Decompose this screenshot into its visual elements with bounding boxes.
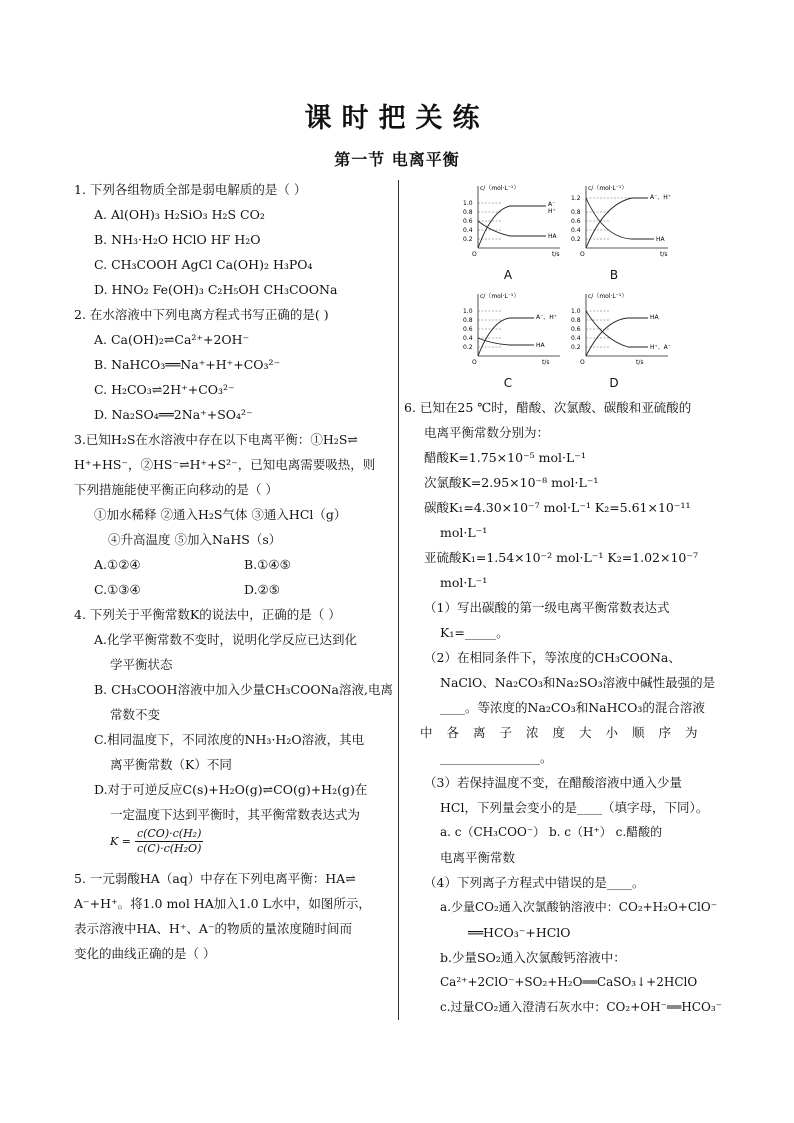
- chart-b-label-ha: HA: [656, 236, 665, 243]
- q6-part4-option-a: a.少量CO₂通入次氯酸钠溶液中：CO₂+H₂O+ClO⁻: [440, 900, 718, 914]
- chart-a-xunit: t/s: [552, 251, 560, 258]
- carbonic-acid-k-unit: mol·L⁻¹: [440, 525, 488, 540]
- section-title: 第一节 电离平衡: [334, 150, 460, 169]
- q5-stem-line1: 5. 一元弱酸HA（aq）中存在下列电离平衡：HA⇌: [74, 871, 356, 886]
- formula-k: K =: [110, 835, 131, 848]
- chart-d-xunit: t/s: [636, 359, 644, 366]
- q4-option-c: C.相同温度下，不同浓度的NH₃·H₂O溶液，其电: [94, 732, 365, 747]
- chart-d-label: D: [609, 376, 619, 390]
- chart-b-tick: 1.2: [571, 195, 581, 202]
- chart-a-tick: 0.8: [463, 209, 473, 216]
- q3-option-c: C.①③④: [94, 582, 141, 597]
- q5-chart-options: [462, 182, 692, 392]
- q5-stem-line3: 表示溶液中HA、H⁺、A⁻的物质的量浓度随时间而: [74, 921, 353, 936]
- carbonic-acid-k: 碳酸K₁=4.30×10⁻⁷ mol·L⁻¹ K₂=5.61×10⁻¹¹: [424, 500, 691, 515]
- page-title: 课时把关练: [304, 103, 490, 134]
- chart-b-tick: 0.4: [571, 227, 581, 234]
- column-divider: [398, 180, 399, 1020]
- q6-part2-line2: NaClO、Na₂CO₃和Na₂SO₃溶液中碱性最强的是: [440, 675, 716, 690]
- q3-stem-line2: H⁺+HS⁻，②HS⁻⇌H⁺+S²⁻，已知电离需要吸热，则: [74, 457, 376, 472]
- chart-d-tick: 1.0: [571, 308, 581, 315]
- q6-part2-line3: ____。等浓度的Na₂CO₃和NaHCO₃的混合溶液: [440, 700, 705, 715]
- q6-part4-option-c: c.过量CO₂通入澄清石灰水中：CO₂+OH⁻══HCO₃⁻: [440, 1000, 722, 1014]
- chart-a: [462, 182, 567, 264]
- q3-stem-line1: 3.已知H₂S在水溶液中存在以下电离平衡：①H₂S⇌: [74, 432, 358, 447]
- acetic-acid-k: 醋酸K=1.75×10⁻⁵ mol·L⁻¹: [424, 450, 586, 465]
- q4-option-b-cont: 常数不变: [110, 707, 161, 722]
- chart-a-tick: 0.6: [463, 218, 473, 225]
- chart-a-label-anion: A⁻: [548, 201, 556, 208]
- formula-numerator: c(CO)·c(H₂): [136, 827, 202, 840]
- chart-a-curve-ions: [478, 206, 546, 248]
- chart-b: [570, 182, 675, 264]
- chart-a-curve-ha: [478, 221, 546, 236]
- chart-a-tick: 0.4: [463, 227, 473, 234]
- hypochlorous-acid-k: 次氯酸K=2.95×10⁻⁸ mol·L⁻¹: [424, 475, 599, 490]
- chart-c-label-ions: A⁻、H⁺: [536, 314, 557, 321]
- q5-stem-line2: A⁻+H⁺。将1.0 mol HA加入1.0 L水中，如图所示，: [74, 896, 371, 911]
- chart-b-curve-ions: [586, 198, 648, 248]
- q4-option-a: A.化学平衡常数不变时，说明化学反应已达到化: [94, 632, 358, 647]
- chart-a-label: A: [503, 268, 513, 282]
- q6-part3-line1: （3）若保持温度不变，在醋酸溶液中通入少量: [424, 775, 682, 790]
- q6-part1-answer: K₁=_____。: [440, 625, 509, 640]
- q3-option-a: A.①②④: [94, 557, 141, 572]
- q6-part4: （4）下列离子方程式中错误的是____。: [424, 875, 645, 890]
- q4-stem: 4. 下列关于平衡常数K的说法中，正确的是（ ）: [74, 607, 341, 622]
- chart-d-tick: 0.8: [571, 317, 581, 324]
- chart-a-origin: O: [472, 251, 477, 258]
- q3-options-row2: [74, 577, 392, 602]
- q4-option-c-cont: 离平衡常数（K）不同: [110, 757, 232, 772]
- chart-d-label-ions: H⁺、A⁻: [650, 344, 671, 351]
- chart-b-tick: 0.2: [571, 236, 581, 243]
- q3-option-b: B.①④⑤: [244, 557, 291, 572]
- q1-option-a: A. Al(OH)₃ H₂SiO₃ H₂S CO₂: [94, 207, 265, 222]
- chart-d-yunit: c/（mol·L⁻¹）: [588, 293, 628, 300]
- q6-part2-line1: （2）在相同条件下，等浓度的CH₃COONa、: [424, 650, 681, 665]
- chart-b-yunit: c/（mol·L⁻¹）: [588, 185, 628, 192]
- q3-option-d: D.②⑤: [244, 582, 280, 597]
- chart-c-tick: 1.0: [463, 308, 473, 315]
- q5-stem-line4: 变化的曲线正确的是（ ）: [74, 946, 216, 961]
- chart-c-xunit: t/s: [542, 359, 550, 366]
- chart-c-tick: 0.4: [463, 335, 473, 342]
- q6-part4-option-b-cont: Ca²⁺+2ClO⁻+SO₂+H₂O══CaSO₃↓+2HClO: [440, 975, 698, 989]
- chart-c-label-ha: HA: [536, 342, 545, 349]
- chart-c: [462, 290, 567, 372]
- chart-b-curve-ha: [586, 198, 654, 239]
- chart-c-curve-ions: [478, 318, 534, 356]
- chart-a-tick: 1.0: [463, 200, 473, 207]
- equilibrium-constant-formula: [110, 827, 203, 856]
- q3-options-row1: [74, 552, 392, 577]
- chart-d-tick: 0.6: [571, 326, 581, 333]
- chart-b-tick: 0.6: [571, 218, 581, 225]
- right-column: [404, 395, 744, 1020]
- q6-part4-option-a-cont: ══HCO₃⁻+HClO: [468, 925, 571, 940]
- chart-b-tick: 0.8: [571, 209, 581, 216]
- chart-b-label: B: [609, 268, 619, 282]
- q1-stem: 1. 下列各组物质全部是弱电解质的是（ ）: [74, 182, 307, 197]
- chart-a-label-ha: HA: [548, 233, 557, 240]
- q3-measures-line1: ①加水稀释 ②通入H₂S气体 ③通入HCl（g）: [94, 507, 347, 522]
- chart-b-label-ions: A⁻、H⁺: [650, 194, 671, 201]
- chart-d-tick: 0.4: [571, 335, 581, 342]
- q4-option-d-cont: 一定温度下达到平衡时，其平衡常数表达式为: [110, 807, 361, 822]
- q6-stem-line2: 电离平衡常数分别为：: [424, 425, 550, 440]
- chart-c-yunit: c/（mol·L⁻¹）: [480, 293, 520, 300]
- q4-option-d: D.对于可逆反应C(s)+H₂O(g)⇌CO(g)+H₂(g)在: [94, 782, 368, 797]
- q6-part4-option-b: b.少量SO₂通入次氯酸钙溶液中：: [440, 950, 626, 965]
- q4-option-a-cont: 学平衡状态: [110, 657, 173, 672]
- q4-option-b: B. CH₃COOH溶液中加入少量CH₃COONa溶液,电离: [94, 682, 393, 697]
- chart-c-label: C: [503, 376, 513, 390]
- q2-option-b: B. NaHCO₃══Na⁺+H⁺+CO₃²⁻: [94, 357, 281, 372]
- q2-stem: 2. 在水溶液中下列电离方程式书写正确的是( ): [74, 307, 329, 322]
- chart-d: [570, 290, 675, 372]
- chart-d-curve-ions: [586, 311, 648, 347]
- q1-option-d: D. HNO₂ Fe(OH)₃ C₂H₅OH CH₃COONa: [94, 282, 338, 297]
- chart-d-label-ha: HA: [650, 314, 659, 321]
- chart-c-tick: 0.2: [463, 344, 473, 351]
- q6-part3-options: a. c（CH₃COO⁻） b. c（H⁺） c.醋酸的: [440, 825, 663, 839]
- q1-option-b: B. NH₃·H₂O HClO HF H₂O: [94, 232, 261, 247]
- chart-b-xunit: t/s: [660, 251, 668, 258]
- chart-b-origin: O: [580, 251, 585, 258]
- q2-option-c: C. H₂CO₃⇌2H⁺+CO₃²⁻: [94, 382, 235, 397]
- chart-a-yunit: c/（mol·L⁻¹）: [480, 185, 520, 192]
- q1-option-c: C. CH₃COOH AgCl Ca(OH)₂ H₃PO₄: [94, 257, 313, 272]
- q3-measures-line2: ④升高温度 ⑤加入NaHS（s）: [108, 532, 282, 547]
- chart-c-tick: 0.6: [463, 326, 473, 333]
- q6-stem-line1: 6. 已知在25 ℃时，醋酸、次氯酸、碳酸和亚硫酸的: [404, 400, 692, 415]
- q6-part3-line2: HCl，下列量会变小的是____（填字母，下同）。: [440, 800, 709, 815]
- q6-part2-line5: ________________。: [440, 750, 553, 765]
- left-column: [74, 177, 392, 966]
- q3-stem-line3: 下列措施能使平衡正向移动的是（ ）: [74, 482, 278, 497]
- chart-c-curve-ha: [478, 338, 534, 345]
- chart-c-origin: O: [472, 359, 477, 366]
- chart-a-tick: 0.2: [463, 236, 473, 243]
- chart-d-tick: 0.2: [571, 344, 581, 351]
- q6-part2-line4: 中各离子浓度大小顺序为: [420, 725, 712, 740]
- chart-d-origin: O: [580, 359, 585, 366]
- q6-part3-options-cont: 电离平衡常数: [440, 850, 516, 865]
- q2-option-a: A. Ca(OH)₂⇌Ca²⁺+2OH⁻: [94, 332, 250, 347]
- q6-part1: （1）写出碳酸的第一级电离平衡常数表达式: [424, 600, 670, 615]
- q2-option-d: D. Na₂SO₄══2Na⁺+SO₄²⁻: [94, 407, 253, 422]
- chart-c-tick: 0.8: [463, 317, 473, 324]
- chart-a-label-proton: H⁺: [548, 208, 556, 215]
- sulfurous-acid-k-unit: mol·L⁻¹: [440, 575, 488, 590]
- formula-denominator: c(C)·c(H₂O): [136, 842, 202, 855]
- sulfurous-acid-k: 亚硫酸K₁=1.54×10⁻² mol·L⁻¹ K₂=1.02×10⁻⁷: [424, 550, 698, 565]
